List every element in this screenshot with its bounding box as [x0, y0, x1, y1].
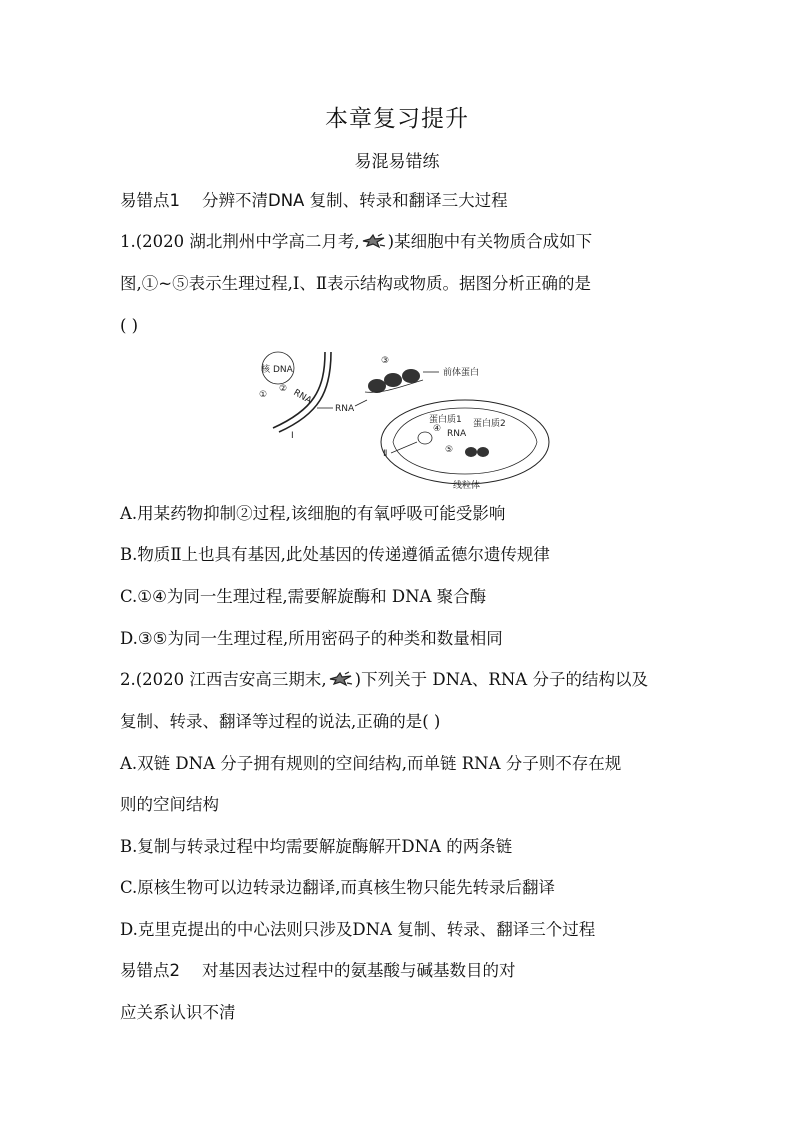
diagram-label-precursor: 前体蛋白 — [443, 368, 480, 378]
diagram-label-c2: ② — [279, 384, 288, 394]
q1-source-post: )某细胞中有关物质合成如下 — [387, 232, 593, 251]
ribosome — [402, 369, 420, 383]
diagram-label-roman2: Ⅱ — [383, 449, 388, 459]
diagram-label-rna-a: RNA — [291, 387, 314, 407]
difficulty-star-icon — [360, 233, 388, 249]
key-point-1-text: 分辨不清DNA 复制、转录和翻译三大过程 — [202, 191, 508, 210]
mito-ribosome — [465, 447, 477, 457]
page-title: 本章复习提升 — [325, 106, 469, 132]
q2-option-d: D.克里克提出的中心法则只涉及DNA 复制、转录、翻译三个过程 — [120, 920, 596, 939]
q2-option-b: B.复制与转录过程中均需要解旋酶解开DNA 的两条链 — [120, 837, 513, 856]
q2-line-1 — [120, 669, 710, 691]
diagram-label-dna: DNA — [273, 365, 293, 375]
key-point-2-cont: 应关系认识不清 — [120, 1003, 236, 1022]
arrow-to-ribosome — [355, 400, 367, 406]
difficulty-star-icon — [327, 671, 355, 687]
q2-source-pre: 2.(2020 江西吉安高三期末, — [120, 670, 327, 689]
q2-source-post: )下列关于 DNA、RNA 分子的结构以及 — [354, 670, 648, 689]
q1-option-a: A.用某药物抑制②过程,该细胞的有氧呼吸可能受影响 — [120, 504, 506, 523]
q1-line-1 — [120, 231, 710, 253]
protein-synthesis-diagram — [253, 350, 553, 490]
ribosome — [384, 373, 402, 387]
q1-option-b: B.物质Ⅱ上也具有基因,此处基因的传递遵循孟德尔遗传规律 — [120, 545, 550, 564]
mitochondrion-outer — [381, 400, 549, 484]
diagram-label-rna-b: RNA — [335, 404, 355, 414]
q2-option-a-1: A.双链 DNA 分子拥有规则的空间结构,而单链 RNA 分子则不存在规 — [120, 754, 622, 773]
q1-answer-blank: ( ) — [120, 316, 139, 335]
key-point-1 — [120, 190, 710, 212]
key-point-2-text: 对基因表达过程中的氨基酸与碱基数目的对 — [202, 961, 516, 980]
q2-option-a-2: 则的空间结构 — [120, 795, 219, 814]
mito-dna-circle — [418, 432, 432, 444]
diagram-label-c1: ① — [259, 390, 268, 400]
q1-line-2: 图,①~⑤表示生理过程,Ⅰ、Ⅱ表示结构或物质。据图分析正确的是 — [120, 274, 592, 293]
q1-option-c: C.①④为同一生理过程,需要解旋酶和 DNA 聚合酶 — [120, 587, 487, 606]
diagram-label-nuc: 核 — [261, 365, 271, 375]
diagram-label-protein1: 蛋白质1 — [429, 415, 462, 425]
page-subtitle: 易混易错练 — [354, 152, 440, 172]
q1-option-d: D.③⑤为同一生理过程,所用密码子的种类和数量相同 — [120, 629, 503, 648]
mitochondrion-inner — [393, 408, 537, 474]
diagram-label-mito: 线粒体 — [453, 481, 481, 490]
diagram-label-c4: ④ — [433, 424, 442, 434]
mito-ribosome — [477, 447, 489, 457]
diagram-label-protein2: 蛋白质2 — [473, 419, 506, 429]
diagram-label-rna-c: RNA — [447, 429, 467, 439]
diagram-label-roman1: Ⅰ — [291, 431, 294, 441]
q2-option-c: C.原核生物可以边转录边翻译,而真核生物只能先转录后翻译 — [120, 878, 556, 897]
diagram-label-c5: ⑤ — [445, 445, 454, 455]
key-point-1-label: 易错点1 — [120, 191, 180, 210]
q1-source-pre: 1.(2020 湖北荆州中学高二月考, — [120, 232, 360, 251]
key-point-2-label: 易错点2 — [120, 961, 180, 980]
key-point-2 — [120, 960, 710, 982]
diagram-label-c3: ③ — [381, 356, 390, 366]
q2-line-2: 复制、转录、翻译等过程的说法,正确的是( ) — [120, 712, 441, 731]
